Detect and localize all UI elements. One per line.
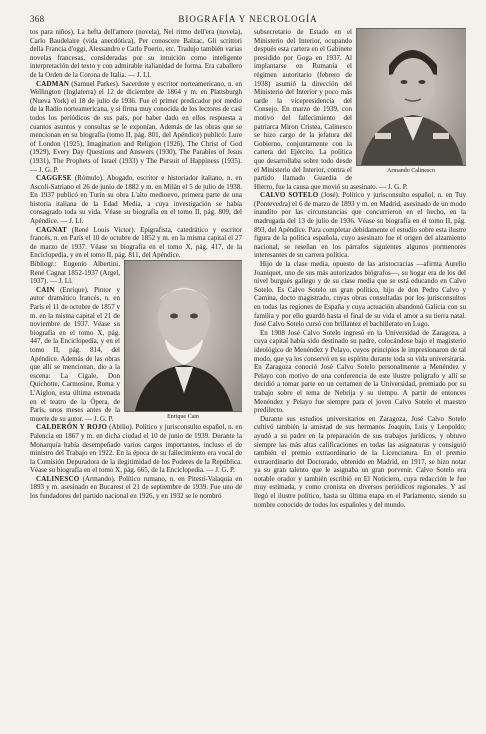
entry-calderon <box>30 423 242 475</box>
right-column <box>254 28 466 718</box>
entry-cagnat-biblio: Bibliogr.: Eugenio Albertini, René Cagnat 1852-1937 (Argel, 1937). — J. Ll. <box>30 260 120 286</box>
page-header <box>30 12 466 26</box>
calinescu-portrait-block <box>356 28 466 175</box>
running-title: BIOGRAFÍA Y NECROLOGÍA <box>178 14 318 24</box>
calvo-paragraph-4: Durante sus estudios universitarios en Zaragoza, José Calvo Sotelo cultivó también la amistad de sus hermanos Joaquín, Luis y Leopoldo; ayudó a su padre en la preparación de sus trabajos jurídicos, y obtuvo siempre las más altas calificaciones en todas las asignaturas y consiguió también el premio extraordinario de la Licenciatura. En el premio extraordinario del Doctorado, obtenido en Madrid, en 1917, se hizo notar ya su gran talento que le asignaba un gran porvenir. Calvo Sotelo era notable orador y también escribió en El Noticiero, cuya redacción le fue muy estimada, y como cronista en diversos periódicos regionales. Y así llegó el ilustre político, hasta su última etapa en el Parlamento, siendo su nombre conocido de todos los españoles y del mundo. <box>254 414 466 509</box>
page-number: 368 <box>30 14 45 24</box>
entry-cagnat <box>30 226 242 260</box>
entry-cadman-text: (Samuel Parkes). Sacerdote y escritor norteamericano, n. en Wellington (Inglaterra) el 12 de diciembre de 1864 y m. en Plattsburgh (Nueva York) el 18 de julio de 1936. Fue el primer predicador por medio de la Radio norteamericana, y si firma muy conocida de los lectores de casi todos los periódicos de sus país, por haber dado en ellos respuesta a cuantos asuntos y consultas se le exponían. Además de las obras que se mencionan en su biografía (tomo II, pág. 801, del Apéndice) publicó: Lure of London (1925), Imagination and Religion (1926), The Christ of God (1929), Every Day Questions and Answers (1930), The Parables of Jesus (1931), The Prophets of Israel (1933) y The Pursuit of Happiness (1935). — J. G. P. <box>30 79 242 174</box>
intro-paragraph: tos para niños), La hefta dell'amore (novela), Nel ritmo dell'era (novela), Carlo Baudelaire (vida anecdótica), Per conoscere Balzac, Gli scrittori della Francia d'oggi, Alessandro e Carlo Poerio, etc. Tradujo también varias novelas francesas, consideradas por su intuición como inteligente interpretación del texto y con admirable italianidad de forma. Era caballero de la Orden de la Corona de Italia. — J. Ll. <box>30 28 242 79</box>
entry-calinescu-text: (Armando). Político rumano, n. en Pitesti-Valaquia en 1893 y m. asesinado en Bucarest el 21 de septiembre de 1939. Fue uno de los fundadores del partido nacional en 1926, y en 1932 se le nombró <box>30 474 242 501</box>
calinescu-portrait-art <box>357 29 466 165</box>
headword-calvo-sotelo: CALVO SOTELO <box>260 191 319 200</box>
entry-cadman <box>30 80 242 175</box>
entry-calderon-text: (Abilio). Político y jurisconsulto español, n. en Palencia en 1867 y m. en dicha ciudad el 10 de junio de 1939. Durante la Monarquía había desempeñado varios cargos importantes, incluso el de ministro del Trabajo en 1922. En la época de su fallecimiento era vocal de la Comisión Depuradora de la ilegitimidad de los Poderes de la República. Véase su biografía en el tomo X, pág. 665, de la Enciclopedia. — J. G. P. <box>30 423 242 475</box>
cain-caption: Enrique Cain <box>167 414 199 421</box>
cain-portrait <box>124 260 242 412</box>
entry-cagnat-text: (René Louis Victor). Epigrafista, catedrático y escritor francés, n. en París el 10 de octubre de 1852 y m. en la misma capital el 27 de marzo de 1937. Véase su biografía en el tomo X, pág. 417, de la Enciclopedia, y en el tomo II, pág. 811, del Apéndice. <box>30 225 242 260</box>
calinescu-portrait <box>356 28 466 166</box>
entry-caggese-text: (Rómulo). Abogado, escritor e historiador italiano, n. en Ascoli-Satriano el 26 de junio de 1882 y m. en Milán el 5 de julio de 1938. En 1937 publicó en Turín su obra L'alto medioevo, primera parte de una historia italiana de la Edad Media, a cuya investigación se había consagrado toda su vida. Véase su biografía en el tomo II, pág. 809, del Apéndice. — J. Ll. <box>30 174 242 226</box>
calinescu-caption: Armando Calinesco <box>387 168 435 174</box>
headword-calinescu: CALINESCO <box>36 474 80 483</box>
entry-cain-text: (Enrique). Pintor y autor dramático francés, n. en París el 11 de octubre de 1857 y m. en la misma capital el 21 de noviembre de 1937. Véase su biografía en el tomo X, pág. 447, de la Enciclopedia, y en el tomo II, pág. 814, del Apéndice. Además de las obras que allí se mencionan, dio a la escena: La Cigale, Don Quichotte, Carmosine, Roma y L'Aiglon, esta última estrenada en el teatro de la Ópera, de París, unos meses antes de la muerte de su autor. — J. G. P. <box>30 285 121 423</box>
calvo-paragraph-3: En 1908 José Calvo Sotelo ingresó en la Universidad de Zaragoza, a cuya capital había sido destinado su padre, colocándose bajo el magisterio ideológico de Menéndez y Pelayo, cuyos principios le impresionaron de tal modo, que ya los conservó en su espíritu durante toda su vida universitaria. En Zaragoza conoció José Calvo Sotelo personalmente a Menéndez y Pelayo con motivo de una conferencia de este ilustre polígrafo y allí se decidió a tomar parte en un certamen de la Universidad, premiado por su trabajo sobre el tema de Nebrija y su tiempo. A partir de entonces Menéndez y Pelayo fue siempre para el joven Calvo Sotelo el maestro predilecto. <box>254 328 466 415</box>
calvo-paragraph-2: Hijo de la clase media, opuesto de las aristocracias —afirma Aurelio Joaniquet, uno de sus más autorizados biógrafos—, su hogar era de los del nivel burgués gallego y de su clase media que se está educando en Calvo Sotelo. Es Calvo Sotelo un gran político, hijo de don Pedro Calvo y Camina, docto magistrado, cuyas obras consultadas por los jurisconsultos en todas las regiones de España y cuya actuación abandonó Galicia con su familia y por ello guardó hasta el final de su vida el amor a su tierra natal. José Calvo Sotelo cursó con brillantez el bachillerato en Lugo. <box>254 260 466 329</box>
headword-cadman: CADMAN <box>36 79 70 88</box>
entry-calvo-sotelo <box>254 191 466 260</box>
cain-portrait-block <box>124 260 242 421</box>
entry-caggese <box>30 174 242 226</box>
headword-calderon: CALDERÓN Y ROJO <box>36 423 108 432</box>
entry-calvo-sotelo-text: (José). Político y jurisconsulto español, n. en Tuy (Pontevedra) el 6 de marzo de 1893 y m. en Madrid, asesinado de un modo inaudito por las circunstancias que concurrieron en el hecho, en la madrugada del 13 de julio de 1936. Véase su biografía en el tomo II, pág. 893, del Apéndice. Para completar debidamente el estudio sobre esta ilustre figura de la política española, cuyo asesinato fue el origen del alzamiento nacional, se reseñan en los párrafos siguientes algunos pormenores interesantes de su carrera política. <box>254 191 466 260</box>
headword-caggese: CAGGESE <box>36 174 72 183</box>
headword-cain: CAIN <box>36 285 55 294</box>
entry-calinescu-continued: subsecretario de Estado en el Ministerio del Interior, ocupando después esta cartera en el Gabinete presidido por Goga en 1937. Al implantarse en Rumania el régimen autoritario (febrero de 1938) asumió la dirección del Ministerio del Interior y poco más tarde la vicepresidencia del Consejo. En marzo de 1939, con motivo del fallecimiento del patriarca Miron Cristea, Calinesco se hizo cargo de la jefatura del Gobierno, conjuntamente con la cartera del Ejército. La política que desarrollaba sobre todo desde el Ministerio del Interior, contra el partido llamado Guardia de Hierro, fue la causa que movió su asesinato. — J. G. P. <box>254 28 408 191</box>
left-column <box>30 28 242 718</box>
headword-cagnat: CAGNAT <box>36 225 68 234</box>
entry-calinescu <box>30 475 242 501</box>
cain-portrait-art <box>125 261 242 411</box>
